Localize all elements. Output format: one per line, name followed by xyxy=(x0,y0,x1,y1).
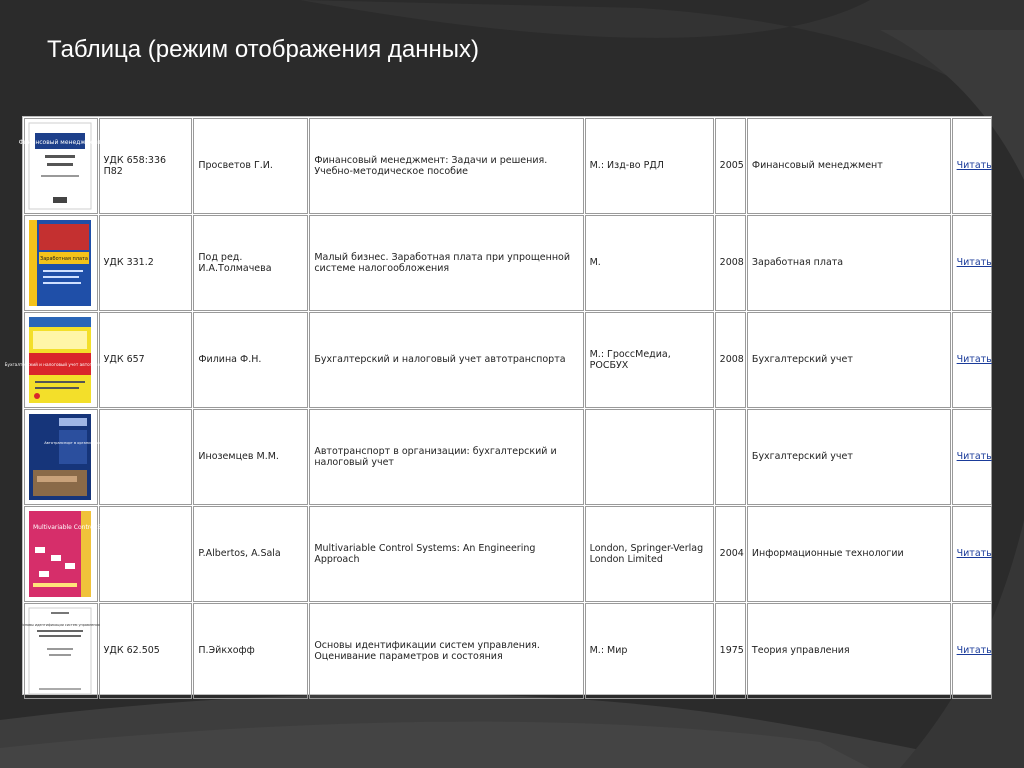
table-row xyxy=(24,118,992,214)
udc-cell xyxy=(99,409,193,505)
table-row xyxy=(24,506,992,602)
read-link[interactable]: Читать xyxy=(956,160,992,172)
year-cell: 2005 xyxy=(715,118,746,214)
publisher-cell: М.: Изд-во РДЛ xyxy=(585,118,714,214)
author-cell: Просветов Г.И. xyxy=(193,118,308,214)
title-cell: Multivariable Control Systems: An Engineering Approach xyxy=(309,506,583,602)
cover-title-text: Финансовый менеджмент xyxy=(18,139,102,146)
link-cell xyxy=(952,506,992,602)
book-cover-image xyxy=(29,511,123,597)
read-link[interactable]: Читать xyxy=(956,548,992,560)
link-cell xyxy=(952,409,992,505)
book-table-container xyxy=(4,116,992,695)
title-cell: Основы идентификации систем управления. Оценивание параметров и состояния xyxy=(309,603,583,699)
year-cell xyxy=(715,409,746,505)
book-cover-image xyxy=(29,220,91,306)
udc-cell: УДК 658:336 П82 xyxy=(99,118,193,214)
table-row xyxy=(24,215,992,311)
publisher-cell xyxy=(585,409,714,505)
udc-cell: УДК 657 xyxy=(99,312,193,408)
link-cell xyxy=(952,215,992,311)
cover-title-text: Основы идентификации систем управления xyxy=(20,623,100,627)
read-link[interactable]: Читать xyxy=(956,257,992,269)
cover-cell xyxy=(24,409,102,505)
year-cell: 1975 xyxy=(715,603,746,699)
title-cell: Малый бизнес. Заработная плата при упрощенной системе налогообложения xyxy=(309,215,583,311)
udc-cell: УДК 62.505 xyxy=(99,603,193,699)
year-cell: 2004 xyxy=(715,506,746,602)
cover-title-text: Multivariable Control Systems xyxy=(33,524,123,531)
title-cell: Бухгалтерский и налоговый учет автотранспорта xyxy=(309,312,583,408)
publisher-cell: М.: ГроссМедиа, РОСБУХ xyxy=(585,312,714,408)
link-cell xyxy=(952,118,992,214)
table-row xyxy=(24,603,992,699)
year-cell: 2008 xyxy=(715,215,746,311)
publisher-cell: М.: Мир xyxy=(585,603,714,699)
cover-title-text: Бухгалтерский и налоговый учет автотранспорта xyxy=(4,362,116,367)
cover-title-text: Заработная плата xyxy=(40,256,88,262)
cover-cell xyxy=(24,506,123,602)
author-cell: Филина Ф.Н. xyxy=(193,312,308,408)
subject-cell: Заработная плата xyxy=(747,215,951,311)
title-cell: Автотранспорт в организации: бухгалтерский и налоговый учет xyxy=(309,409,583,505)
table-row xyxy=(24,312,992,408)
cover-cell xyxy=(20,603,100,699)
author-cell: P.Albertos, A.Sala xyxy=(193,506,308,602)
subject-cell: Бухгалтерский учет xyxy=(747,409,951,505)
read-link[interactable]: Читать xyxy=(956,354,992,366)
book-cover-image xyxy=(4,317,116,403)
cover-title-text: Автотранспорт в организации xyxy=(44,441,102,445)
read-link[interactable]: Читать xyxy=(956,451,992,463)
cover-cell xyxy=(24,215,98,311)
author-cell: Иноземцев М.М. xyxy=(193,409,308,505)
link-cell xyxy=(952,312,992,408)
book-cover-image xyxy=(18,123,102,209)
udc-cell xyxy=(99,506,193,602)
book-cover-image xyxy=(29,414,102,500)
udc-cell: УДК 331.2 xyxy=(99,215,193,311)
link-cell xyxy=(952,603,992,699)
year-cell: 2008 xyxy=(715,312,746,408)
subject-cell: Бухгалтерский учет xyxy=(747,312,951,408)
title-cell: Финансовый менеджмент: Задачи и решения. Учебно-методическое пособие xyxy=(309,118,583,214)
subject-cell: Теория управления xyxy=(747,603,951,699)
slide-title: Таблица (режим отображения данных) xyxy=(47,36,479,63)
book-table xyxy=(4,117,993,700)
author-cell: Под ред. И.А.Толмачева xyxy=(193,215,308,311)
read-link[interactable]: Читать xyxy=(956,645,992,657)
subject-cell: Информационные технологии xyxy=(747,506,951,602)
cover-cell xyxy=(18,118,102,214)
publisher-cell: М. xyxy=(585,215,714,311)
subject-cell: Финансовый менеджмент xyxy=(747,118,951,214)
publisher-cell: London, Springer-Verlag London Limited xyxy=(585,506,714,602)
table-row xyxy=(24,409,992,505)
cover-cell xyxy=(4,312,116,408)
book-cover-image xyxy=(20,608,100,694)
author-cell: П.Эйкхофф xyxy=(193,603,308,699)
